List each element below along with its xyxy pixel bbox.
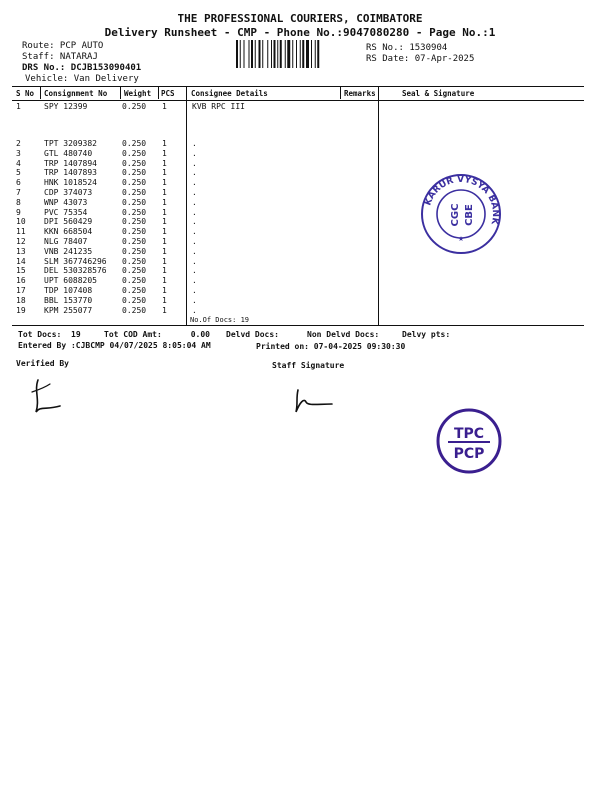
barcode-bar (249, 40, 250, 68)
row-pcs: 1 (162, 217, 167, 227)
row-pcs: 1 (162, 305, 167, 315)
table-row (12, 149, 342, 159)
table-row (12, 159, 342, 169)
row-sno: 14 (16, 256, 26, 266)
row-weight: 0.250 (122, 246, 147, 256)
row-consignee-mark: . (192, 295, 197, 305)
delvy-pts: Delvy pts: (402, 330, 451, 339)
row-consignment: UPT 6088205 (44, 276, 97, 286)
row-pcs: 1 (162, 178, 167, 188)
row-weight: 0.250 (122, 148, 147, 158)
barcode-bar (292, 40, 293, 68)
row-consignment: TDP 107408 (44, 286, 93, 295)
barcode-bar (296, 40, 297, 68)
col-divider (40, 86, 41, 99)
row-consignment: WNP 43073 (44, 197, 88, 207)
barcode (234, 40, 358, 68)
table-row (12, 198, 342, 208)
table-row (12, 208, 342, 218)
row-consignee-mark: . (192, 237, 197, 246)
barcode-bar (251, 40, 253, 68)
row-pcs: 1 (162, 207, 167, 217)
printed-on: Printed on: 07-04-2025 09:30:30 (256, 342, 406, 351)
row-sno: 8 (16, 197, 21, 207)
row-consignment: BBL 153770 (44, 295, 93, 305)
col-divider (120, 86, 121, 99)
row-consignment: VNB 241235 (44, 246, 93, 256)
row-weight: 0.250 (122, 276, 147, 286)
verifier-signature (26, 376, 64, 418)
tot-cod-label: Tot COD Amt: (104, 330, 162, 339)
row-consignee-mark: . (192, 246, 197, 256)
tot-docs (18, 330, 81, 339)
table-row (12, 178, 342, 188)
row-consignment: SPY 12399 (44, 102, 88, 111)
row-sno: 15 (16, 266, 26, 276)
col-sno: S No (16, 89, 35, 98)
col-weight: Weight (124, 89, 152, 98)
non-delvd-docs: Non Delvd Docs: (307, 330, 380, 339)
row-sno: 2 (16, 139, 21, 148)
barcode-bar (317, 40, 319, 68)
row-pcs: 1 (162, 197, 167, 207)
svg-text:★: ★ (457, 235, 465, 243)
row-consignee-mark: . (192, 178, 197, 188)
row-consignee: KVB RPC III (192, 102, 245, 111)
col-pcs: PCS (161, 89, 175, 98)
table-row (12, 306, 342, 316)
row-weight: 0.250 (122, 102, 147, 111)
col-divider (158, 86, 159, 99)
table-row (12, 102, 342, 112)
row-weight: 0.250 (122, 168, 147, 178)
svg-text:KARUR VYSYA BANK: KARUR VYSYA BANK (423, 174, 501, 226)
row-pcs: 1 (162, 237, 167, 246)
row-weight: 0.250 (122, 139, 147, 148)
table-row (12, 296, 342, 306)
table-row (12, 139, 342, 149)
row-sno: 3 (16, 148, 21, 158)
row-pcs: 1 (162, 227, 167, 237)
row-sno: 19 (16, 305, 26, 315)
barcode-bar (311, 40, 312, 68)
staff: Staff: NATARAJ (22, 52, 98, 62)
barcode-bar (274, 40, 276, 68)
row-pcs: 1 (162, 276, 167, 286)
row-pcs: 1 (162, 295, 167, 305)
row-pcs: 1 (162, 188, 167, 197)
row-consignment: TRP 1407894 (44, 158, 97, 168)
runsheet-title: Delivery Runsheet - CMP - Phone No.:9047080280 - Page No.:1 (104, 26, 496, 39)
no-of-docs: No.Of Docs: 19 (190, 316, 250, 324)
row-consignment: HNK 1018524 (44, 178, 97, 188)
row-pcs: 1 (162, 246, 167, 256)
row-weight: 0.250 (122, 207, 147, 217)
row-consignment: NLG 78407 (44, 237, 88, 246)
row-weight: 0.250 (122, 158, 147, 168)
barcode-bar (306, 40, 309, 68)
row-consignee-mark: . (192, 217, 197, 227)
row-pcs: 1 (162, 266, 167, 276)
delvd-docs: Delvd Docs: (226, 330, 279, 339)
row-sno: 18 (16, 295, 26, 305)
drs-value: DCJB153090401 (70, 63, 142, 73)
barcode-bar (302, 40, 304, 68)
row-sno: 9 (16, 207, 21, 217)
svg-text:TPC: TPC (453, 426, 485, 442)
row-sno: 6 (16, 178, 21, 188)
drs-number (22, 63, 141, 73)
barcode-bar (262, 40, 263, 68)
barcode-bar (277, 40, 278, 68)
table-row (12, 247, 342, 257)
row-sno: 7 (16, 188, 21, 197)
row-consignment: TRP 1407893 (44, 168, 97, 178)
row-sno: 17 (16, 286, 26, 295)
row-consignment: KPM 255077 (44, 305, 93, 315)
entered-by: Entered By :CJBCMP 04/07/2025 8:05:04 AM (18, 341, 211, 350)
row-weight: 0.250 (122, 227, 147, 237)
row-weight: 0.250 (122, 197, 147, 207)
barcode-bar (240, 40, 241, 68)
table-bottom-rule (12, 325, 584, 326)
verified-by: Verified By (16, 359, 69, 368)
tot-cod-value: 0.00 (190, 330, 210, 339)
row-pcs: 1 (162, 168, 167, 178)
row-sno: 4 (16, 158, 21, 168)
svg-text:PCP: PCP (453, 446, 485, 462)
barcode-bar (271, 40, 272, 68)
row-pcs: 1 (162, 102, 167, 111)
barcode-bar (236, 40, 238, 68)
row-weight: 0.250 (122, 256, 147, 266)
table-row (12, 168, 342, 178)
row-consignee-mark: . (192, 276, 197, 286)
barcode-bar (255, 40, 256, 68)
barcode-bar (244, 40, 245, 68)
rs-date: RS Date: 07-Apr-2025 (366, 54, 475, 64)
tpc-stamp (436, 408, 502, 474)
drs-label: DRS No.: (22, 63, 66, 73)
row-consignee-mark: . (192, 168, 197, 178)
row-weight: 0.250 (122, 266, 147, 276)
tot-docs-label: Tot Docs: (18, 330, 62, 339)
row-weight: 0.250 (122, 178, 147, 188)
barcode-bar (267, 40, 268, 68)
tot-cod-amt (104, 330, 210, 339)
tot-docs-value: 19 (71, 330, 81, 339)
table-row (12, 286, 342, 296)
vehicle: Vehicle: Van Delivery (25, 74, 139, 84)
row-consignment: KKN 668504 (44, 227, 93, 237)
row-sno: 1 (16, 102, 21, 111)
table-row (12, 227, 342, 237)
row-sno: 11 (16, 227, 26, 237)
barcode-bar (285, 40, 286, 68)
row-pcs: 1 (162, 139, 167, 148)
barcode-bar (315, 40, 316, 68)
barcode-bar (287, 40, 290, 68)
row-consignment: CDP 374073 (44, 188, 93, 197)
col-divider (378, 86, 379, 325)
table-header (12, 86, 584, 101)
row-pcs: 1 (162, 148, 167, 158)
col-seal-signature: Seal & Signature (402, 89, 475, 98)
row-consignment: GTL 480740 (44, 148, 93, 158)
row-pcs: 1 (162, 256, 167, 266)
row-consignee-mark: . (192, 207, 197, 217)
row-pcs: 1 (162, 158, 167, 168)
table-row (12, 217, 342, 227)
row-consignee-mark: . (192, 266, 197, 276)
col-consignment: Consignment No (44, 89, 108, 98)
col-divider (340, 86, 341, 99)
row-sno: 10 (16, 217, 26, 227)
svg-text:CGC: CGC (450, 203, 461, 227)
row-consignment: TPT 3209382 (44, 139, 97, 148)
table-row (12, 276, 342, 286)
row-pcs: 1 (162, 286, 167, 295)
row-consignee-mark: . (192, 305, 197, 315)
table-row (12, 237, 342, 247)
row-consignee-mark: . (192, 139, 197, 148)
barcode-bar (280, 40, 282, 68)
row-consignee-mark: . (192, 256, 197, 266)
row-consignee-mark: . (192, 227, 197, 237)
row-weight: 0.250 (122, 305, 147, 315)
bank-stamp (420, 173, 502, 255)
rs-number: RS No.: 1530904 (366, 43, 448, 53)
row-weight: 0.250 (122, 295, 147, 305)
row-sno: 5 (16, 168, 21, 178)
row-weight: 0.250 (122, 286, 147, 295)
col-remarks: Remarks (344, 89, 376, 98)
row-consignment: DPI 560429 (44, 217, 93, 227)
row-sno: 13 (16, 246, 26, 256)
row-consignment: SLM 367746296 (44, 256, 107, 266)
table-row (12, 188, 342, 198)
table-row (12, 257, 342, 267)
barcode-bar (300, 40, 301, 68)
row-sno: 16 (16, 276, 26, 286)
svg-text:CBE: CBE (464, 204, 475, 226)
row-weight: 0.250 (122, 188, 147, 197)
row-consignee-mark: . (192, 148, 197, 158)
row-consignee-mark: . (192, 188, 197, 197)
row-consignment: PVC 75354 (44, 207, 88, 217)
row-weight: 0.250 (122, 217, 147, 227)
company-title: THE PROFESSIONAL COURIERS, COIMBATORE (177, 12, 423, 25)
table-row (12, 266, 342, 276)
row-sno: 12 (16, 237, 26, 246)
barcode-bar (259, 40, 261, 68)
row-consignee-mark: . (192, 286, 197, 295)
staff-signature-label: Staff Signature (272, 361, 345, 370)
row-consignee-mark: . (192, 158, 197, 168)
row-consignee-mark: . (192, 197, 197, 207)
row-weight: 0.250 (122, 237, 147, 246)
staff-signature (288, 384, 338, 418)
row-consignment: DEL 530328576 (44, 266, 107, 276)
route: Route: PCP AUTO (22, 41, 104, 51)
col-consignee: Consignee Details (191, 89, 268, 98)
